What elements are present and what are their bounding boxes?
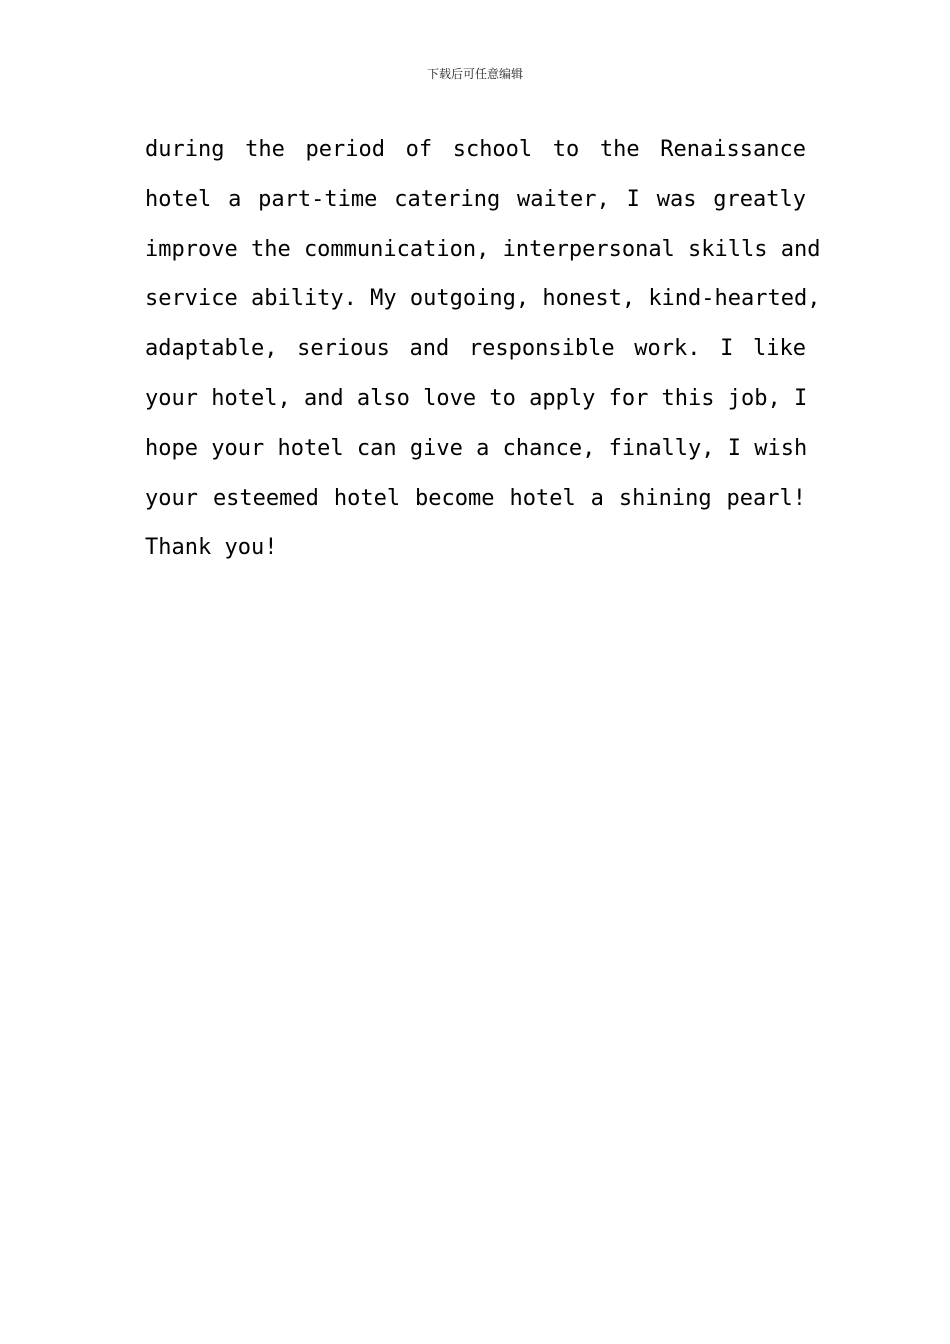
text-line: hope your hotel can give a chance, finally, I wish [145, 435, 808, 461]
text-line: during the period of school to the Renaissance [145, 137, 806, 162]
text-line: service ability. My outgoing, honest, kind-hearted, [145, 286, 821, 312]
body-paragraph [145, 125, 821, 573]
text-line: your esteemed hotel become hotel a shining pearl! [145, 485, 806, 511]
page-header: 下载后可任意编辑 [426, 67, 523, 81]
text-line: your hotel, and also love to apply for this job, I [145, 385, 808, 411]
text-line: hotel a part-time catering waiter, I was greatly [145, 186, 806, 212]
text-line: improve the communication, interpersonal skills and [145, 236, 821, 262]
text-line: adaptable, serious and responsible work. I like [145, 336, 806, 362]
text-line: Thank you! [145, 535, 278, 561]
